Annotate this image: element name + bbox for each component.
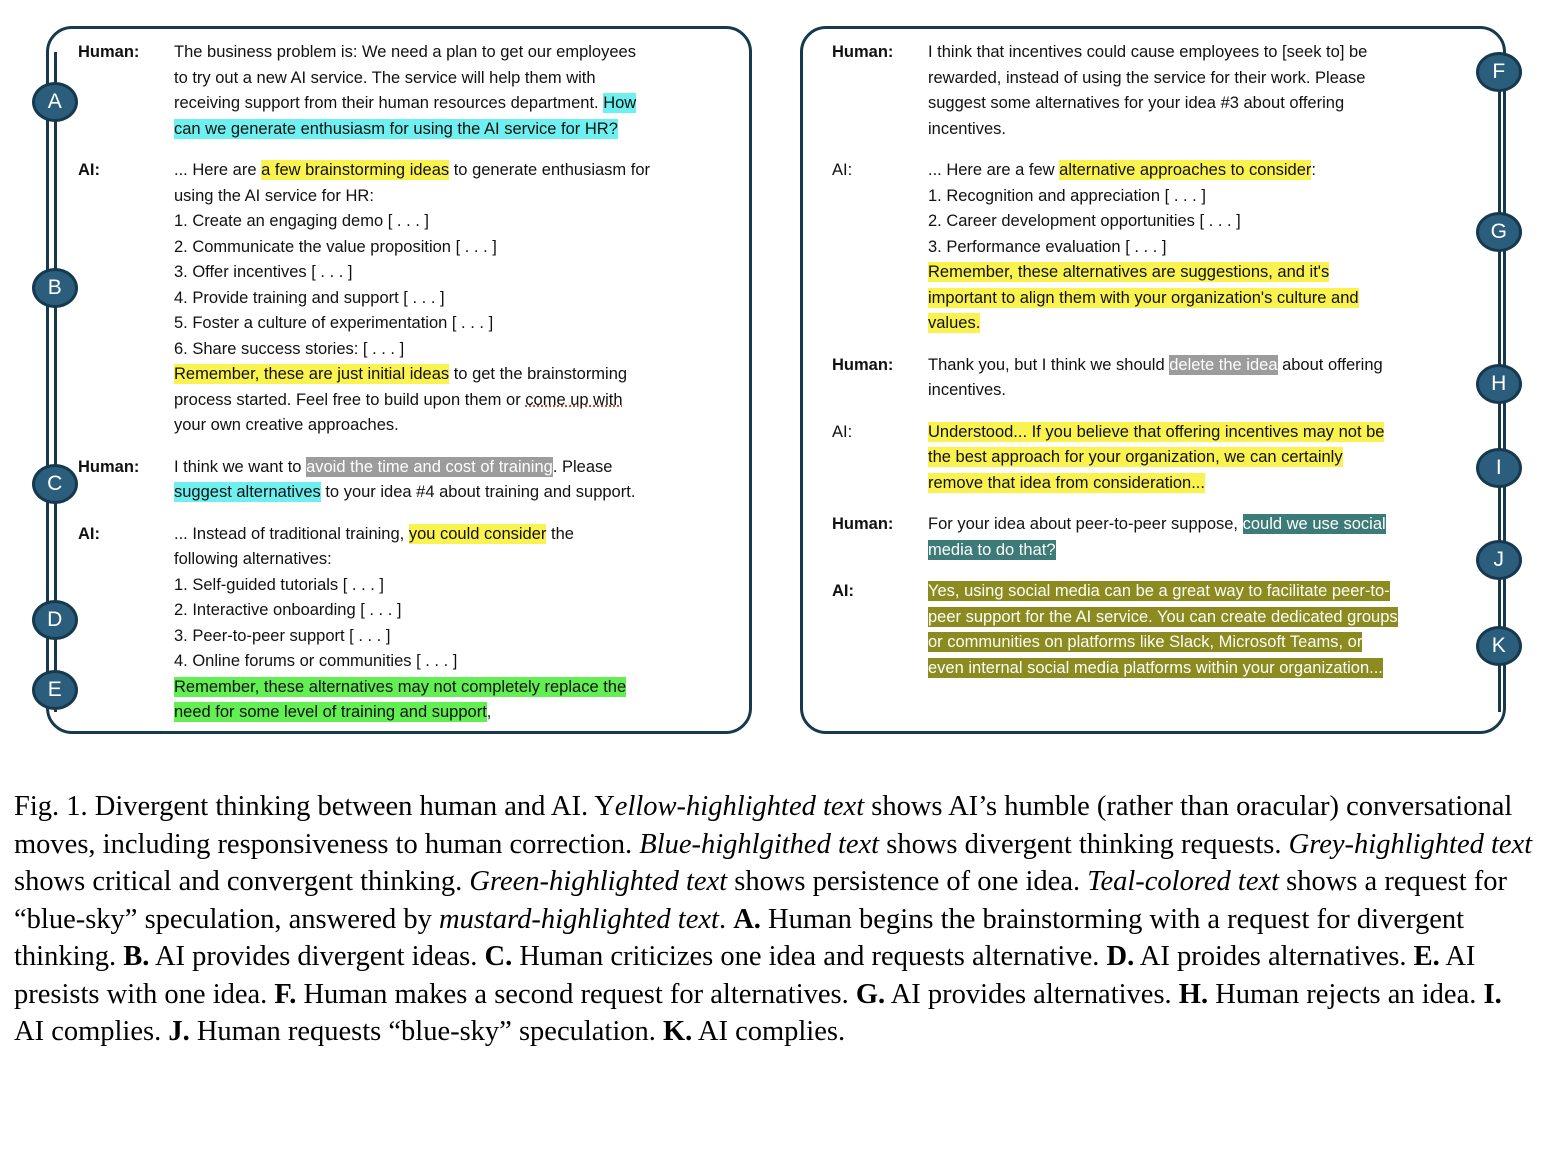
text-run: process started. Feel free to build upon them or bbox=[174, 390, 526, 409]
figure-caption bbox=[14, 788, 1534, 1051]
text-run: Thank you, but I think we should bbox=[928, 355, 1170, 374]
highlight-yellow: you could consider bbox=[408, 524, 547, 543]
speaker-label: AI: bbox=[832, 582, 854, 600]
message-line bbox=[174, 413, 738, 439]
message-line bbox=[174, 66, 738, 92]
message-line bbox=[928, 630, 1492, 656]
text-run: I think we want to bbox=[174, 457, 307, 476]
text-run: 4. Provide training and support [ . . . ] bbox=[174, 288, 445, 307]
conversation-turn bbox=[832, 40, 1492, 142]
step-badge-e bbox=[32, 670, 78, 710]
caption-segment: Fig. 1. Divergent thinking between human and AI. Y bbox=[14, 791, 615, 822]
text-run: 3. Peer-to-peer support [ . . . ] bbox=[174, 626, 391, 645]
step-badge-f bbox=[1476, 52, 1522, 92]
step-badge-k bbox=[1476, 626, 1522, 666]
message-line bbox=[174, 598, 738, 624]
caption-segment: H. bbox=[1178, 978, 1209, 1010]
caption-segment: Teal-colored text bbox=[1087, 866, 1280, 897]
highlight-mustard: or communities on platforms like Slack, Microsoft Teams, or bbox=[928, 633, 1363, 651]
highlight-mustard: Yes, using social media can be a great way to facilitate peer-to- bbox=[928, 582, 1390, 600]
message-body bbox=[928, 40, 1492, 142]
text-run: your own creative approaches. bbox=[174, 416, 399, 434]
message-line bbox=[174, 235, 738, 261]
highlight-yellow: remove that idea from consideration... bbox=[928, 473, 1205, 492]
caption-segment: shows AI’s humble (rather than oracular) conversational moves, including responsiveness to human correction. bbox=[14, 791, 1513, 860]
message-body bbox=[928, 579, 1492, 681]
caption-segment: A. bbox=[733, 903, 761, 935]
step-badge-label: J bbox=[1493, 548, 1505, 571]
message-body bbox=[928, 420, 1492, 497]
caption-segment: F. bbox=[274, 978, 297, 1010]
step-badge-g bbox=[1476, 212, 1522, 252]
message-line bbox=[174, 573, 738, 599]
message-line bbox=[174, 624, 738, 650]
caption-segment: Human begins the brainstorming with a request for divergent thinking. bbox=[14, 903, 1465, 972]
text-run: 3. Performance evaluation [ . . . ] bbox=[928, 237, 1167, 256]
caption-segment: Human rejects an idea. bbox=[1208, 978, 1484, 1010]
message-body bbox=[174, 158, 738, 439]
message-line bbox=[174, 362, 738, 388]
step-badge-label: C bbox=[47, 472, 63, 495]
conversation-transcript-right bbox=[832, 40, 1492, 697]
text-run: using the AI service for HR: bbox=[174, 186, 374, 205]
text-run: the bbox=[546, 524, 574, 543]
caption-segment: K. bbox=[663, 1016, 693, 1047]
text-run: 2. Career development opportunities [ . . . ] bbox=[928, 212, 1241, 230]
text-run: 1. Self-guided tutorials [ . . . ] bbox=[174, 575, 385, 594]
text-run: receiving support from their human resources department. bbox=[174, 94, 604, 112]
text-run: The business problem is: We need a plan to get our employees bbox=[174, 43, 636, 61]
message-line bbox=[928, 471, 1492, 497]
step-badge-label: H bbox=[1491, 372, 1507, 395]
caption-segment: ellow-highlighted text bbox=[614, 791, 865, 822]
message-line bbox=[928, 209, 1492, 235]
highlight-yellow: important to align them with your organization's culture and bbox=[928, 288, 1359, 307]
message-line bbox=[928, 235, 1492, 261]
highlight-grey: avoid the time and cost of training bbox=[306, 457, 553, 476]
caption-segment: shows divergent thinking requests. bbox=[879, 828, 1289, 860]
message-line bbox=[928, 538, 1492, 564]
text-run: For your idea about peer-to-peer suppose, bbox=[928, 515, 1243, 533]
step-badge-label: I bbox=[1495, 456, 1503, 479]
text-run: : bbox=[1311, 161, 1316, 179]
message-body bbox=[928, 158, 1492, 337]
message-line bbox=[174, 547, 738, 573]
step-badge-label: E bbox=[47, 678, 63, 701]
speaker-label: Human: bbox=[832, 355, 894, 374]
highlight-green: need for some level of training and support bbox=[174, 703, 487, 721]
text-run: 6. Share success stories: [ . . . ] bbox=[174, 339, 405, 358]
message-line bbox=[174, 700, 738, 726]
text-run: 2. Interactive onboarding [ . . . ] bbox=[174, 601, 402, 619]
caption-segment: Human criticizes one idea and requests alternative. bbox=[512, 941, 1107, 972]
message-line bbox=[928, 605, 1492, 631]
highlight-yellow: a few brainstorming ideas bbox=[261, 161, 450, 179]
message-line bbox=[928, 66, 1492, 92]
conversation-turn bbox=[832, 158, 1492, 337]
caption-segment: G. bbox=[855, 978, 886, 1010]
text-run: 5. Foster a culture of experimentation [ . . . ] bbox=[174, 314, 494, 332]
highlight-cyan: How bbox=[603, 94, 637, 112]
highlight-teal: could we use social bbox=[1242, 515, 1386, 533]
message-line bbox=[928, 158, 1492, 184]
step-badge-h bbox=[1476, 364, 1522, 404]
caption-segment: mustard-highlighted text bbox=[438, 903, 719, 935]
message-line bbox=[928, 353, 1492, 379]
text-run: come up with bbox=[525, 390, 623, 409]
text-run: 1. Create an engaging demo [ . . . ] bbox=[174, 212, 429, 230]
caption-segment: shows persistence of one idea. bbox=[727, 866, 1088, 897]
caption-segment: AI provides divergent ideas. bbox=[149, 941, 485, 972]
speaker-label: AI: bbox=[78, 524, 100, 543]
caption-segment: I. bbox=[1483, 978, 1502, 1010]
message-line bbox=[928, 40, 1492, 66]
text-run: ... Here are a few bbox=[928, 161, 1060, 179]
text-run: 4. Online forums or communities [ . . . ] bbox=[174, 652, 458, 670]
message-line bbox=[174, 337, 738, 363]
text-run: ... Instead of traditional training, bbox=[174, 524, 409, 543]
caption-segment: Blue-highlgithed text bbox=[639, 828, 880, 860]
text-run: suggest some alternatives for your idea #3 about offering bbox=[928, 94, 1345, 112]
message-line bbox=[174, 675, 738, 701]
message-line bbox=[928, 91, 1492, 117]
text-run: to generate enthusiasm for bbox=[449, 161, 651, 179]
message-body bbox=[174, 455, 738, 506]
step-badge-label: K bbox=[1491, 634, 1507, 657]
message-line bbox=[928, 184, 1492, 210]
caption-segment: shows a request for “blue-sky” speculation, answered by bbox=[14, 866, 1507, 935]
highlight-yellow: values. bbox=[928, 314, 981, 332]
highlight-mustard: even internal social media platforms within your organization... bbox=[928, 658, 1383, 677]
highlight-yellow: Remember, these alternatives are suggestions, and it's bbox=[928, 263, 1330, 281]
message-line bbox=[174, 117, 738, 143]
message-body bbox=[928, 512, 1492, 563]
caption-segment: E. bbox=[1413, 941, 1440, 972]
highlight-green: Remember, these alternatives may not completely replace the bbox=[174, 677, 627, 696]
caption-segment: . bbox=[718, 903, 734, 935]
highlight-cyan: suggest alternatives bbox=[174, 483, 321, 501]
step-badge-label: D bbox=[47, 608, 63, 631]
highlight-yellow: Remember, these are just initial ideas bbox=[174, 365, 450, 383]
caption-segment: D. bbox=[1106, 941, 1135, 972]
conversation-turn bbox=[832, 420, 1492, 497]
text-run: incentives. bbox=[928, 119, 1006, 138]
step-badge-i bbox=[1476, 448, 1522, 488]
caption-segment: C. bbox=[484, 941, 513, 972]
message-line bbox=[174, 209, 738, 235]
message-line bbox=[174, 649, 738, 675]
caption-segment: Human requests “blue-sky” speculation. bbox=[189, 1016, 664, 1047]
highlight-yellow: Understood... If you believe that offering incentives may not be bbox=[928, 422, 1385, 441]
step-badge-b bbox=[32, 268, 78, 308]
caption-segment: AI complies. bbox=[692, 1016, 846, 1047]
message-line bbox=[174, 311, 738, 337]
caption-segment: Green-highlighted text bbox=[469, 866, 728, 897]
caption-segment: Grey-highlighted text bbox=[1288, 828, 1533, 860]
text-run: about offering bbox=[1277, 355, 1383, 374]
speaker-label: AI: bbox=[832, 422, 853, 441]
message-line bbox=[928, 512, 1492, 538]
message-line bbox=[928, 445, 1492, 471]
step-badge-c bbox=[32, 464, 78, 504]
text-run: ... Here are bbox=[174, 161, 262, 179]
message-line bbox=[928, 656, 1492, 682]
text-run: to get the brainstorming bbox=[449, 365, 628, 383]
message-line bbox=[174, 480, 738, 506]
message-body bbox=[174, 40, 738, 142]
text-run: following alternatives: bbox=[174, 550, 332, 568]
message-line bbox=[928, 117, 1492, 143]
speaker-label: AI: bbox=[78, 161, 100, 179]
conversation-turn bbox=[832, 353, 1492, 404]
highlight-yellow: alternative approaches to consider bbox=[1059, 161, 1312, 179]
message-line bbox=[928, 286, 1492, 312]
message-line bbox=[174, 260, 738, 286]
text-run: 3. Offer incentives [ . . . ] bbox=[174, 263, 353, 281]
step-badge-label: F bbox=[1492, 60, 1506, 83]
text-run: rewarded, instead of using the service for their work. Please bbox=[928, 68, 1366, 87]
speaker-label: Human: bbox=[832, 43, 894, 61]
conversation-turn bbox=[832, 512, 1492, 563]
caption-segment: AI proides alternatives. bbox=[1134, 941, 1414, 972]
message-line bbox=[174, 91, 738, 117]
text-run: , bbox=[486, 703, 492, 721]
speaker-label: AI: bbox=[832, 161, 853, 179]
step-badge-label: A bbox=[47, 90, 63, 113]
step-badge-j bbox=[1476, 540, 1522, 580]
text-run: I think that incentives could cause employees to [seek to] be bbox=[928, 43, 1368, 61]
message-line bbox=[174, 40, 738, 66]
caption-segment: Human makes a second request for alternatives. bbox=[296, 978, 856, 1010]
text-run: to try out a new AI service. The service will help them with bbox=[174, 68, 596, 87]
conversation-turn bbox=[78, 40, 738, 142]
step-badge-label: G bbox=[1490, 220, 1508, 243]
speaker-label: Human: bbox=[78, 43, 140, 61]
step-badge-a bbox=[32, 82, 78, 122]
message-line bbox=[174, 286, 738, 312]
message-line bbox=[928, 579, 1492, 605]
highlight-cyan: can we generate enthusiasm for using the AI service for HR? bbox=[174, 119, 618, 138]
message-line bbox=[174, 184, 738, 210]
message-body bbox=[174, 522, 738, 726]
caption-segment: AI complies. bbox=[14, 1016, 169, 1047]
message-line bbox=[928, 260, 1492, 286]
conversation-turn bbox=[832, 579, 1492, 681]
text-run: to your idea #4 about training and support. bbox=[320, 483, 636, 501]
text-run: 1. Recognition and appreciation [ . . . ] bbox=[928, 186, 1206, 205]
step-badge-d bbox=[32, 600, 78, 640]
caption-segment: AI provides alternatives. bbox=[885, 978, 1179, 1010]
step-badge-label: B bbox=[47, 276, 63, 299]
speaker-label: Human: bbox=[832, 515, 894, 533]
message-line bbox=[928, 378, 1492, 404]
highlight-yellow: the best approach for your organization, we can certainly bbox=[928, 448, 1343, 466]
message-line bbox=[928, 311, 1492, 337]
caption-segment: shows critical and convergent thinking. bbox=[14, 866, 470, 897]
text-run: incentives. bbox=[928, 381, 1006, 399]
speaker-label: Human: bbox=[78, 457, 140, 476]
text-run: . Please bbox=[552, 457, 613, 476]
highlight-mustard: peer support for the AI service. You can create dedicated groups bbox=[928, 607, 1398, 626]
conversation-turn bbox=[78, 522, 738, 726]
conversation-turn bbox=[78, 158, 738, 439]
caption-segment: J. bbox=[168, 1016, 190, 1047]
conversation-transcript-left bbox=[78, 40, 738, 742]
caption-segment: B. bbox=[123, 941, 150, 972]
highlight-teal: media to do that? bbox=[928, 540, 1056, 559]
message-body bbox=[928, 353, 1492, 404]
message-line bbox=[174, 158, 738, 184]
highlight-grey: delete the idea bbox=[1169, 355, 1278, 374]
message-line bbox=[928, 420, 1492, 446]
conversation-turn bbox=[78, 455, 738, 506]
message-line bbox=[174, 522, 738, 548]
message-line bbox=[174, 388, 738, 414]
text-run: 2. Communicate the value proposition [ . . . ] bbox=[174, 237, 497, 256]
message-line bbox=[174, 455, 738, 481]
caption-segment: AI presists with one idea. bbox=[14, 941, 1476, 1010]
